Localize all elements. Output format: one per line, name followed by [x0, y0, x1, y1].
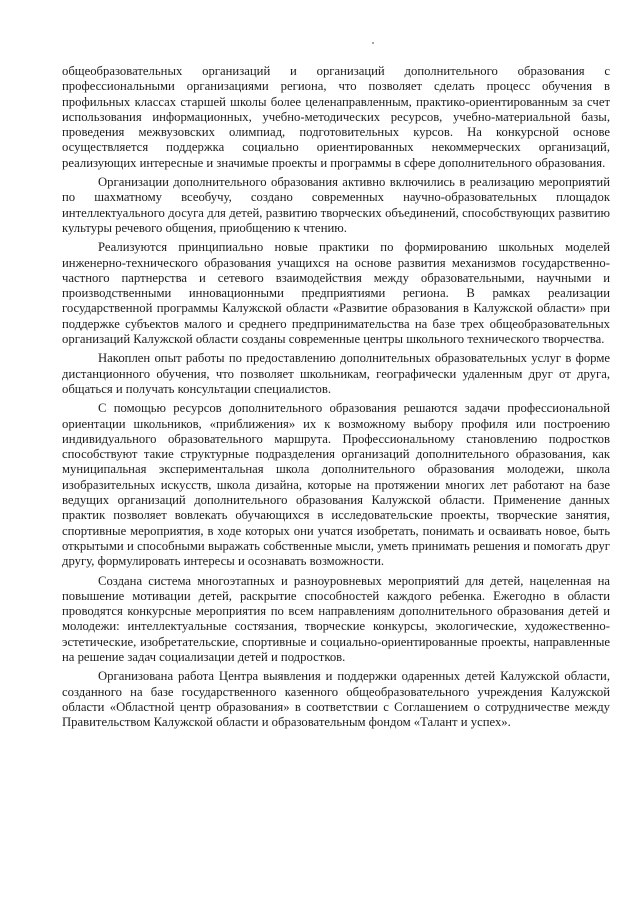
- scan-speck: [372, 42, 374, 44]
- paragraph-6: Создана система многоэтапных и разноуровневых мероприятий для детей, нацеленная на повышение мотивации детей, раскрытие способностей каждого ребенка. Ежегодно в области проводятся конкурсные мероприятия по всем направлениям дополнительного образования детей и молодежи: интеллектуальные состязания, творческие конкурсы, экологические, художественно-эстетические, изобретательские, спортивные и социально-ориентированные проекты, направленные на решение задач социализации детей и подростков.: [62, 573, 610, 664]
- paragraph-4: Накоплен опыт работы по предоставлению дополнительных образовательных услуг в форме дистанционного обучения, что позволяет школьникам, географически удаленным друг от друга, общаться и получать консультации специалистов.: [62, 351, 610, 396]
- paragraph-7: Организована работа Центра выявления и поддержки одаренных детей Калужской области, созданного на базе государственного казенного общеобразовательного учреждения Калужской области «Областной центр образования» в соответствии с Соглашением о сотрудничестве между Правительством Калужской области и образовательным фондом «Талант и успех».: [62, 669, 610, 730]
- paragraph-3: Реализуются принципиально новые практики по формированию школьных моделей инженерно-технического образования учащихся на основе развития механизмов государственно-частного партнерства и сетевого взаимодействия между образовательными, научными и производственными инновационными предприятиями региона. В рамках реализации государственной программы Калужской области «Развитие образования в Калужской области» при поддержке субъектов малого и среднего предпринимательства на базе трех общеобразовательных организаций Калужской области созданы современные центры школьного технического творчества.: [62, 240, 610, 347]
- paragraph-5: С помощью ресурсов дополнительного образования решаются задачи профессиональной ориентации школьников, «приближения» их к возможному выбору профиля или построению индивидуального образовательного маршрута. Профессиональному становлению подростков способствуют такие структурные подразделения организаций дополнительного образования, как муниципальная экспериментальная школа дополнительного образования молодежи, школа изобразительных искусств, школа дизайна, которые на протяжении многих лет работают на базе ведущих организаций дополнительного образования Калужской области. Применение данных практик позволяет вовлекать обучающихся в исследовательские проекты, творческие занятия, спортивные мероприятия, в ходе которых они учатся изобретать, понимать и осваивать новое, быть открытыми и способными выражать собственные мысли, уметь принимать решения и помогать друг другу, формулировать интересы и осознавать возможности.: [62, 401, 610, 569]
- paragraph-2: Организации дополнительного образования активно включились в реализацию мероприятий по шахматному всеобучу, создано современных научно-образовательных площадок интеллектуального досуга для детей, развитию творческих объединений, способствующих развитию культуры речевого общения, приобщению к чтению.: [62, 175, 610, 235]
- document-page: [62, 64, 610, 734]
- paragraph-1: общеобразовательных организаций и организаций дополнительного образования с профессиональными организациями региона, что позволяет сделать процесс обучения в профильных классах старшей школы более целенаправленным, практико-ориентированным за счет использования информационных, учебно-методических ресурсов, учебно-материальной базы, проведения межвузовских олимпиад, подготовительных курсов. На конкурсной основе осуществляется поддержка социально ориентированных некоммерческих организаций, реализующих интересные и значимые проекты и программы в сфере дополнительного образования.: [62, 64, 610, 170]
